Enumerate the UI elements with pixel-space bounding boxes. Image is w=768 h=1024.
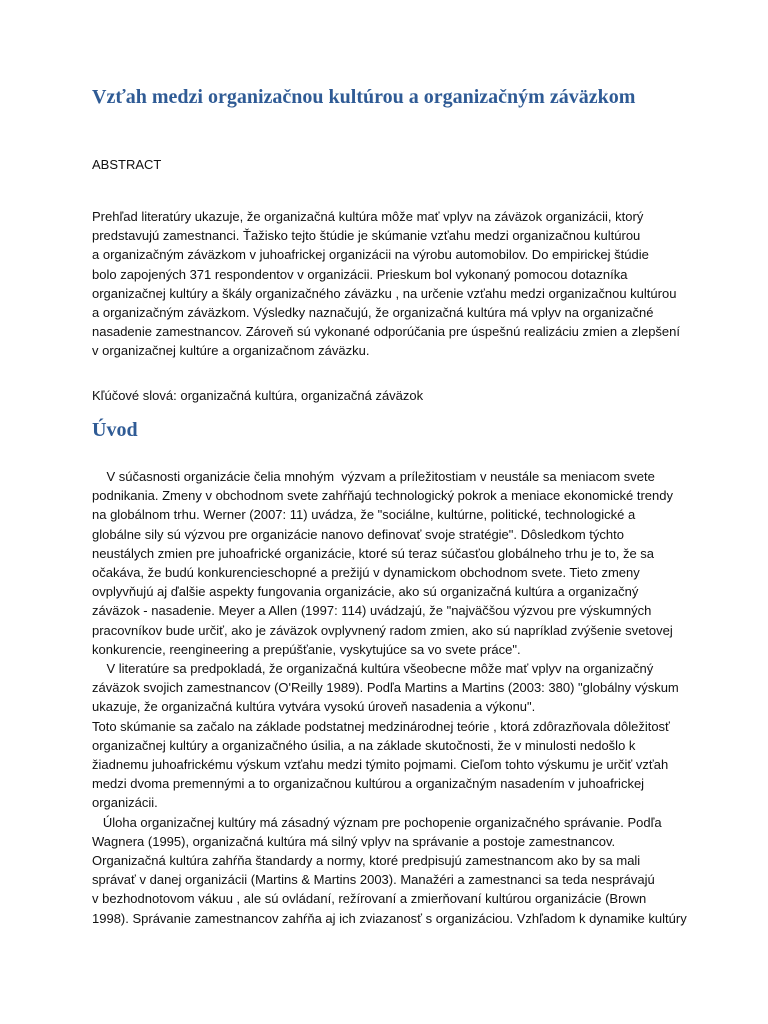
body-text (92, 467, 692, 928)
abstract-line: Prehľad literatúry ukazuje, že organizačná kultúra môže mať vplyv na záväzok organizácii, ktorý (92, 209, 644, 224)
body-line: správať v danej organizácii (Martins & Martins 2003). Manažéri a zamestnanci sa teda nesprávajú (92, 872, 655, 888)
abstract-label: ABSTRACT (92, 157, 162, 172)
section-heading-uvod: Úvod (92, 419, 138, 441)
abstract-text (92, 207, 692, 361)
body-line: globálne sily sú výzvou pre organizácie nanovo definovať svoje stratégie". Dôsledkom týchto (92, 526, 624, 542)
body-line: žiadnemu juhoafrickému výskum vzťahu medzi týmito pojmami. Cieľom tohto výskumu je určiť vzťah (92, 757, 669, 773)
abstract-line: bolo zapojených 371 respondentov v organizácii. Prieskum bol vykonaný pomocou dotazníka (92, 266, 628, 282)
body-line: ovplyvňujú aj ďalšie aspekty fungovania organizácie, ako sú organizačná kultúra a organizačný (92, 584, 639, 600)
body-line: organizácii. (92, 795, 158, 811)
body-line: podnikania. Zmeny v obchodnom svete zahŕňajú technologický pokrok a meniace ekonomické trendy (92, 488, 673, 504)
abstract-line: a organizačným záväzkom v juhoafrickej organizácii na výrobu automobilov. Do empirickej štúdie (92, 247, 649, 263)
body-line: 1998). Správanie zamestnancov zahŕňa aj ich zviazanosť s organizáciou. Vzhľadom k dynamike kultúry (92, 910, 687, 926)
body-line: záväzok svojich zamestnancov (O'Reilly 1989). Podľa Martins a Martins (2003: 380) "globálny výskum (92, 680, 679, 696)
body-line: Organizačná kultúra zahŕňa štandardy a normy, ktoré predpisujú zamestnancom ako by sa mali (92, 853, 641, 869)
abstract-line: organizačnej kultúry a škály organizačného záväzku , na určenie vzťahu medzi organizačnou kultúrou (92, 285, 677, 301)
abstract-line: a organizačným záväzkom. Výsledky naznačujú, že organizačná kultúra má vplyv na organizačné (92, 305, 654, 321)
body-line: V súčasnosti organizácie čelia mnohým výzvam a príležitostiam v neustále sa meniacom svete (92, 469, 655, 484)
body-line: Úloha organizačnej kultúry má zásadný význam pre pochopenie organizačného správanie. Podľa (92, 814, 662, 830)
body-line: Toto skúmanie sa začalo na základe podstatnej medzinárodnej teórie , ktorá zdôrazňovala dôležitosť (92, 718, 670, 734)
body-line: V literatúre sa predpokladá, že organizačná kultúra všeobecne môže mať vplyv na organizačný (92, 661, 654, 677)
abstract-line: nasadenie zamestnancov. Zároveň sú vykonané odporúčania pre úspešnú realizáciu zmien a zlepšení (92, 324, 681, 340)
body-line: na globálnom trhu. Werner (2007: 11) uvádza, že "sociálne, kultúrne, politické, technologické a (92, 507, 636, 523)
body-line: medzi dvoma premennými a to organizačnou kultúrou a organizačným nasadením v juhoafrickej (92, 776, 645, 792)
body-line: záväzok - nasadenie. Meyer a Allen (1997: 114) uvádzajú, že "najväčšou výzvou pre výskumných (92, 603, 652, 619)
document-title: Vzťah medzi organizačnou kultúrou a organizačným záväzkom (92, 86, 636, 108)
abstract-line: v organizačnej kultúre a organizačnom záväzku. (92, 343, 370, 359)
body-line: neustálych zmien pre juhoafrické organizácie, ktoré sú teraz súčasťou globálneho trhu je to, že sa (92, 545, 655, 561)
abstract-line: predstavujú zamestnanci. Ťažisko tejto štúdie je skúmanie vzťahu medzi organizačnou kultúrou (92, 228, 641, 244)
body-line: organizačnej kultúry a organizačného úsilia, a na základe skutočnosti, že v minulosti nedošlo k (92, 737, 636, 753)
keywords: Kľúčové slová: organizačná kultúra, organizačná záväzok (92, 388, 424, 403)
body-line: Wagnera (1995), organizačná kultúra má silný vplyv na správanie a postoje zamestnancov. (92, 833, 616, 849)
body-line: očakáva, že budú konkurencieschopné a prežijú v dynamickom obchodnom svete. Tieto zmeny (92, 565, 640, 581)
body-line: konkurencie, reengineering a prepúšťanie, vyskytujúce sa vo svete práce". (92, 641, 521, 657)
body-line: ukazuje, že organizačná kultúra vytvára vysokú úroveň nasadenia a výkonu". (92, 699, 536, 715)
body-line: v bezhodnotovom vákuu , ale sú ovládaní, režírovaní a zmierňovaní kultúrou organizácie (Brown (92, 891, 647, 907)
body-line: pracovníkov bude určiť, ako je záväzok ovplyvnený radom zmien, ako sú napríklad zvýšenie svetovej (92, 622, 673, 638)
